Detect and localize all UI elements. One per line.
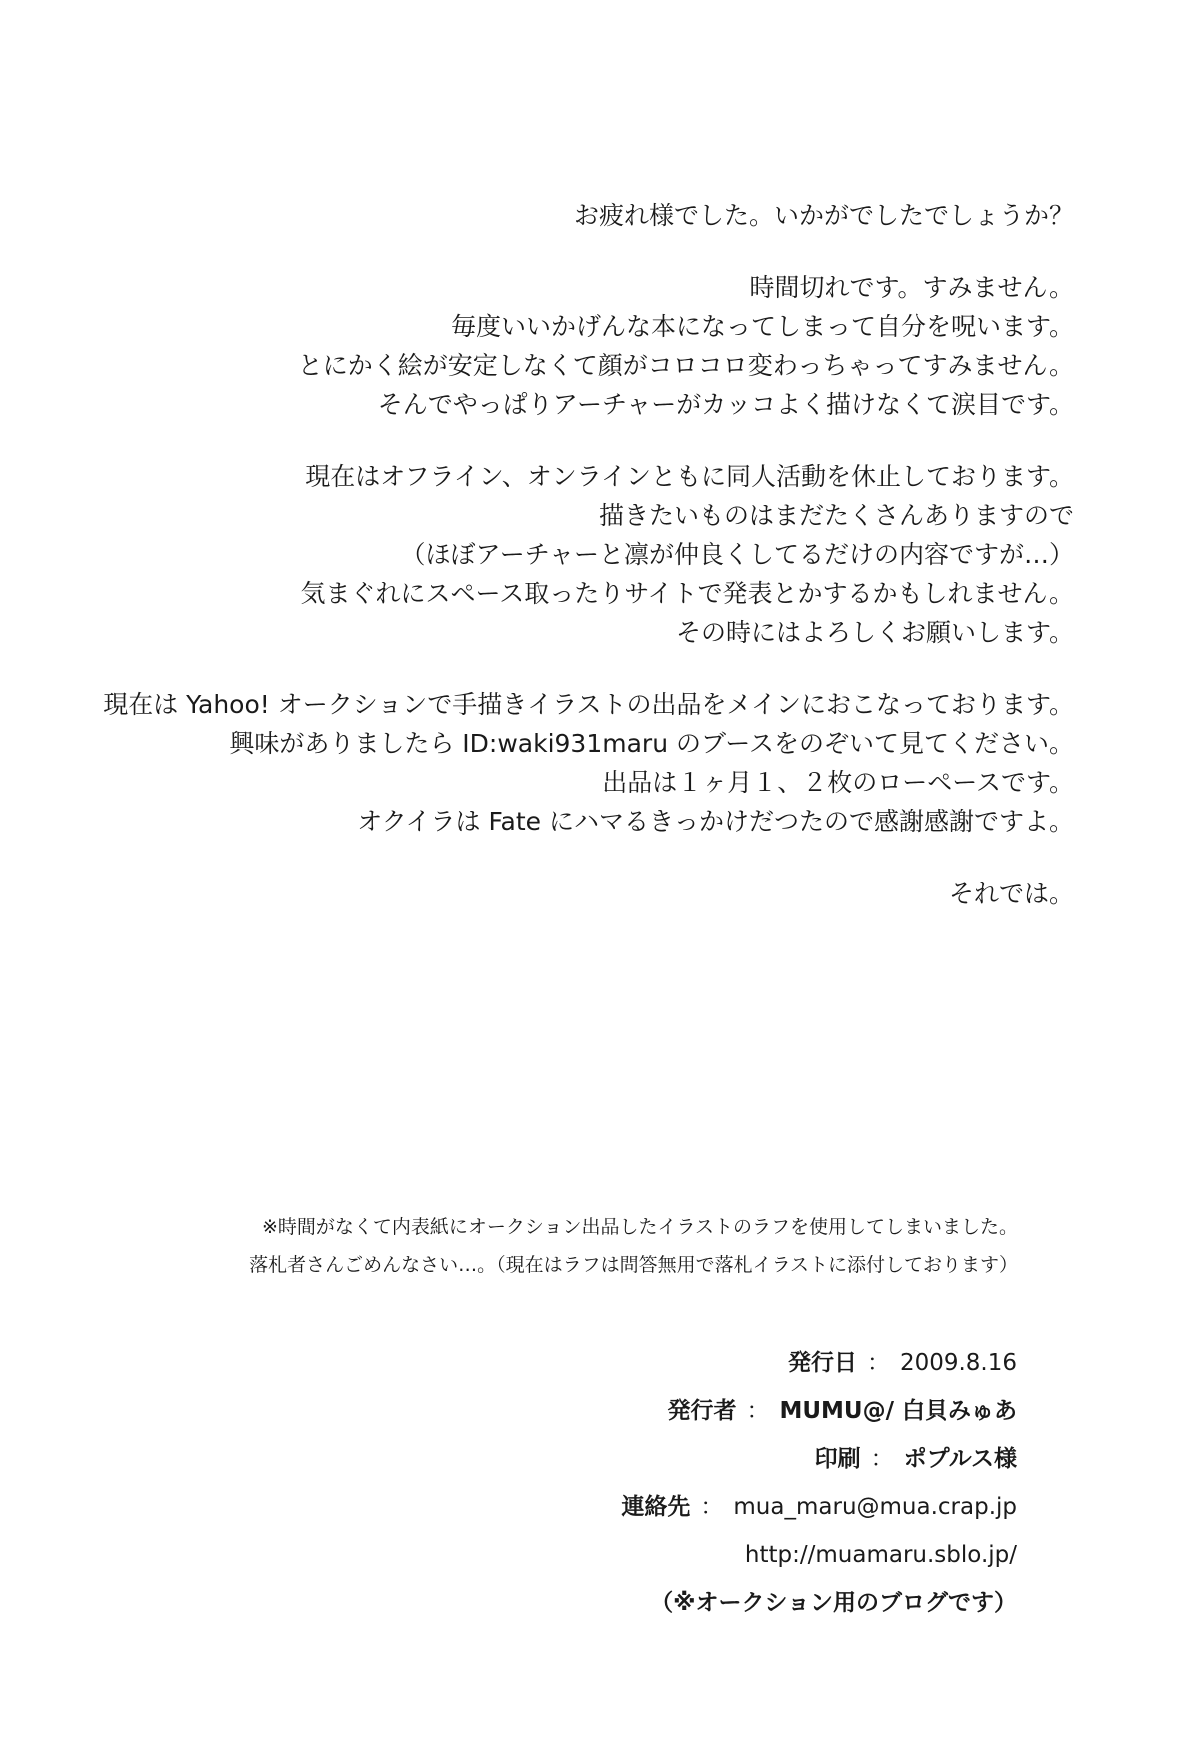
publisher-value: MUMU@/ 白貝みゅあ bbox=[779, 1398, 1017, 1424]
afterword-paragraph-2 bbox=[74, 268, 1074, 424]
publisher-label: 発行者 bbox=[667, 1398, 737, 1424]
cover-art-note bbox=[118, 1208, 1018, 1284]
separator: ： bbox=[870, 1446, 894, 1472]
afterword-paragraph-5 bbox=[74, 874, 1074, 913]
colophon-contact bbox=[417, 1483, 1017, 1531]
separator: ： bbox=[746, 1398, 770, 1424]
issue-date-label: 発行日 bbox=[787, 1350, 857, 1376]
afterword-paragraph-4 bbox=[74, 685, 1074, 841]
afterword-line: 現在は Yahoo! オークションで手描きイラストの出品をメインにおこなっております。 bbox=[103, 690, 1074, 719]
colophon-publisher bbox=[417, 1387, 1017, 1435]
afterword-line: オクイラは Fate にハマるきっかけだつたので感謝感謝ですよ。 bbox=[357, 807, 1074, 836]
afterword-paragraph-1 bbox=[74, 196, 1074, 235]
contact-note: （※オークション用のブログです） bbox=[650, 1590, 1017, 1616]
printer-value: ポプルス様 bbox=[903, 1446, 1017, 1472]
afterword-text bbox=[74, 196, 1074, 946]
issue-date-value: 2009.8.16 bbox=[899, 1350, 1017, 1376]
afterword-line: 興味がありましたら ID:waki931maru のブースをのぞいて見てください。 bbox=[229, 729, 1074, 758]
afterword-line: その時にはよろしくお願いします。 bbox=[675, 618, 1074, 647]
contact-url: http://muamaru.sblo.jp/ bbox=[744, 1542, 1017, 1568]
separator: ： bbox=[700, 1494, 724, 1520]
afterword-line: 時間切れです。すみません。 bbox=[749, 273, 1074, 302]
colophon bbox=[417, 1339, 1017, 1627]
afterword-line: 毎度いいかげんな本になってしまって自分を呪います。 bbox=[450, 312, 1074, 341]
afterword-line: 出品は１ヶ月１、２枚のローペースです。 bbox=[602, 768, 1074, 797]
afterword-line: （ほぼアーチャーと凛が仲良くしてるだけの内容ですが…） bbox=[400, 540, 1074, 569]
colophon-issue-date bbox=[417, 1339, 1017, 1387]
afterword-line: 気まぐれにスペース取ったりサイトで発表とかするかもしれません。 bbox=[300, 579, 1074, 608]
afterword-closing: それでは。 bbox=[948, 879, 1074, 908]
colophon-printer bbox=[417, 1435, 1017, 1483]
printer-label: 印刷 bbox=[814, 1446, 861, 1472]
note-line-2: 落札者さんごめんなさい…。（現在はラフは問答無用で落札イラストに添付しております） bbox=[249, 1254, 1018, 1276]
afterword-line: 描きたいものはまだたくさんありますので bbox=[598, 501, 1074, 530]
afterword-line: 現在はオフライン、オンラインともに同人活動を休止しております。 bbox=[305, 462, 1074, 491]
afterword-line: そんでやっぱりアーチャーがカッコよく描けなくて涙目です。 bbox=[377, 390, 1074, 419]
afterword-line: とにかく絵が安定しなくて顔がコロコロ変わっちゃってすみません。 bbox=[297, 351, 1074, 380]
contact-label: 連絡先 bbox=[621, 1494, 691, 1520]
afterword-paragraph-3 bbox=[74, 457, 1074, 652]
afterword-line: お疲れ様でした。いかがでしたでしょうか？ bbox=[573, 201, 1074, 230]
note-line-1: ※時間がなくて内表紙にオークション出品したイラストのラフを使用してしまいました。 bbox=[262, 1216, 1018, 1238]
contact-email: mua_maru@mua.crap.jp bbox=[733, 1494, 1017, 1520]
separator: ： bbox=[866, 1350, 890, 1376]
